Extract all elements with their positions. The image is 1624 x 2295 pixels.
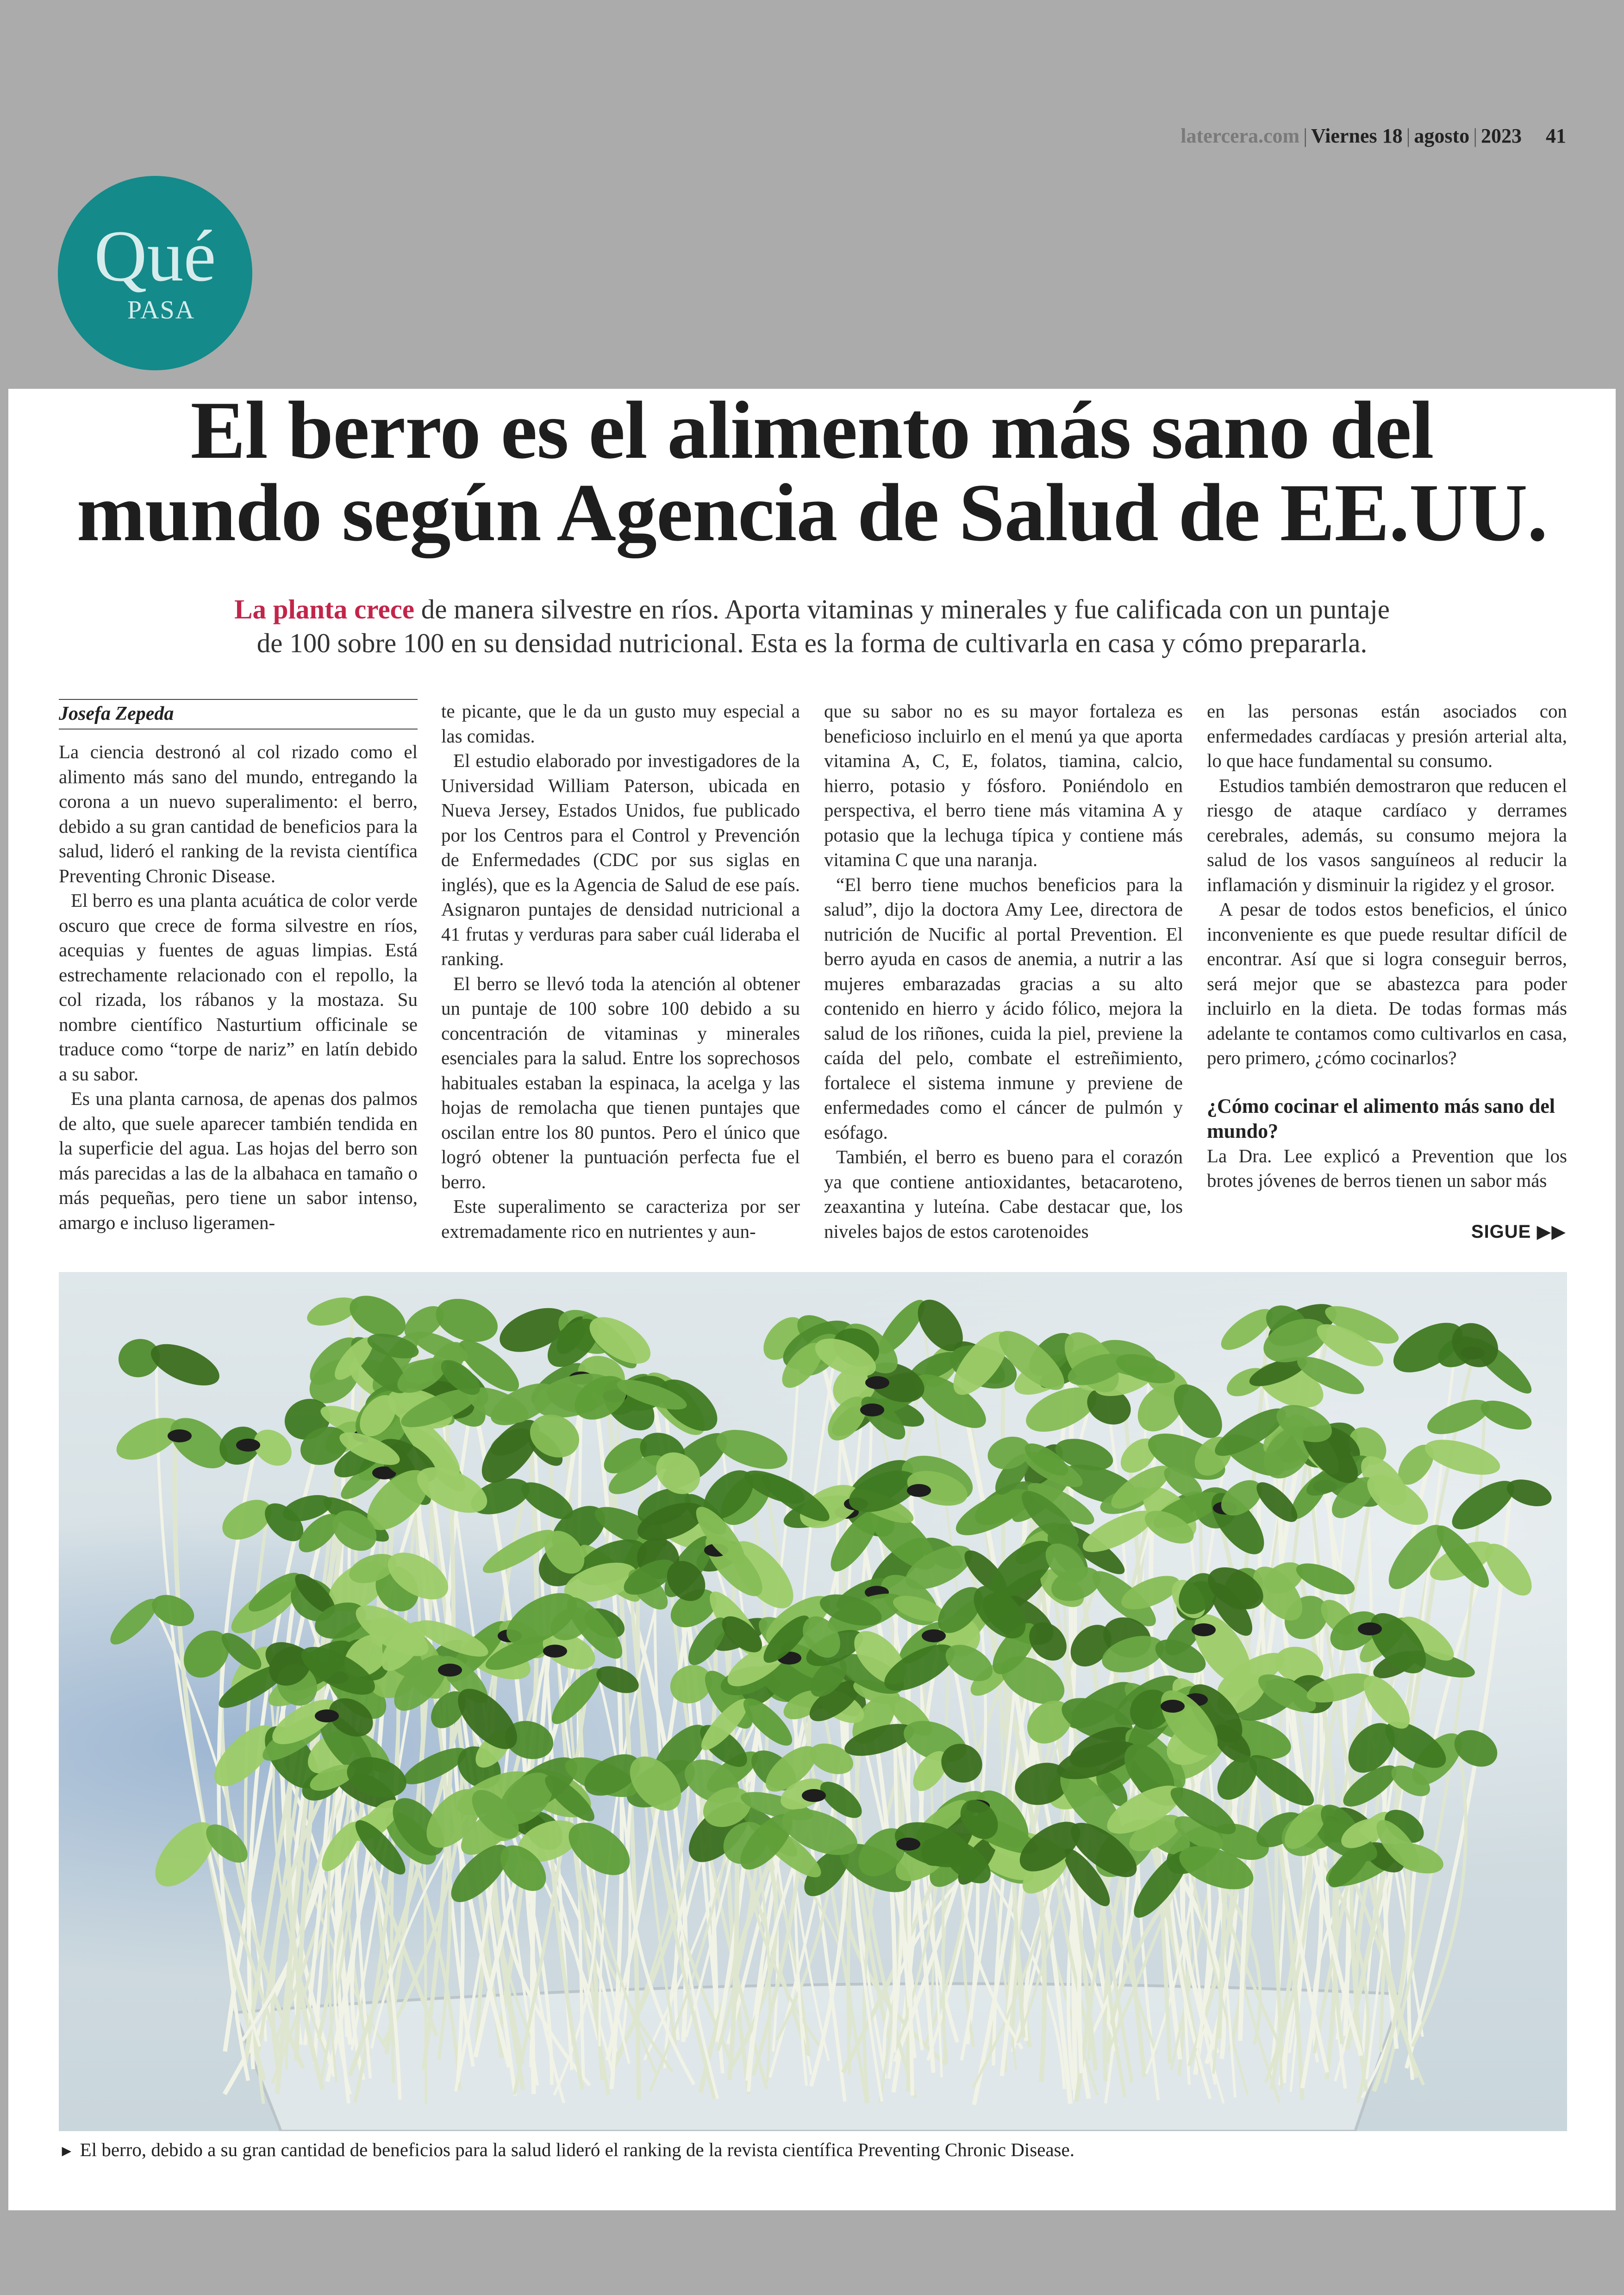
lead-kicker: La planta crece	[234, 594, 415, 624]
paragraph: El berro se llevó toda la atención al obtener un puntaje de 100 sobre 100 debido a su concentración de vitaminas y minerales esenciales para la salud. Entre los soprechosos habituales estaban la espinaca, la acelga y las hojas de remolacha que tienen puntajes que oscilan entre los 80 puntos. Pero el único que logró obtener la puntuación perfecta fue el berro.	[441, 973, 800, 1192]
seed-hull	[1161, 1700, 1185, 1713]
paragraph: El berro es una planta acuática de color verde oscuro que crece de forma silvestre en ríos, acequias y fuentes de aguas limpias. Está estrechamente relacionado con el repollo, la col rizada, los rábanos y la mostaza. Su nombre científico Nasturtium officinale se traduce como “torpe de nariz” en latín debido a su sabor.	[59, 890, 418, 1085]
seed-hull	[896, 1838, 920, 1851]
sprout-leaf	[1477, 1395, 1535, 1435]
paragraph: que su sabor no es su mayor fortaleza es beneficioso incluirlo en el menú ya que aporta vitamina A, C, E, folatos, tiamina, calcio, hierro, potasio y fósforo. Poniéndolo en perspectiva, el berro tiene más vitamina A y potasio que la lechuga típica y contiene más vitamina C que una naranja.	[824, 700, 1183, 870]
paragraph: Es una planta carnosa, de apenas dos palmos de alto, que suele aparecer también tendida en la superficie del agua. Las hojas del berro son más parecidas a las de la albahaca en tamaño o más pequeñas, pero tiene un sabor intenso, amargo e incluso ligeramen-	[59, 1088, 418, 1233]
seed-hull	[860, 1403, 884, 1416]
paragraph: en las personas están asociados con enfermedades cardíacas y presión arterial alta, lo que hace fundamental su consumo.	[1207, 700, 1567, 771]
paragraph: A pesar de todos estos beneficios, el único inconveniente es que puede resultar difícil de encontrar. Así que si logra conseguir berros, será mejor que se abastezca para poder incluirlo en la dieta. De todas formas más adelante te contamos como cultivarlos en casa, pero primero, ¿cómo cocinarlos?	[1207, 898, 1567, 1068]
logo-que: Qué	[94, 216, 216, 297]
article-column-3	[824, 699, 1183, 1244]
header-day: Viernes 18	[1311, 125, 1403, 147]
headline-line-2: mundo según Agencia de Salud de EE.UU.	[76, 467, 1548, 558]
headline-line-1: El berro es el alimento más sano del	[190, 384, 1434, 476]
paragraph: Estudios también demostraron que reducen el riesgo de ataque cardíaco y derrames cerebrales, además, su consumo mejora la salud de los vasos sanguíneos al reducir la inflamación y disminuir la rigidez y el grosor.	[1207, 774, 1567, 895]
photo-caption	[59, 2139, 1074, 2161]
header-year: 2023	[1481, 125, 1522, 147]
sprout-leaf	[1504, 1475, 1555, 1511]
subheading: ¿Cómo cocinar el alimento más sano del mundo?	[1207, 1094, 1555, 1142]
caption-text: El berro, debido a su gran cantidad de beneficios para la salud lideró el ranking de la revista científica Preventing Chronic Disease.	[80, 2139, 1074, 2160]
article-column-1	[59, 699, 418, 1235]
paragraph: También, el berro es bueno para el corazón ya que contiene antioxidantes, betacaroteno, zeaxantina y luteína. Cabe destacar que, los niveles bajos de estos carotenoides	[824, 1146, 1183, 1242]
seed-hull	[865, 1376, 889, 1389]
article-column-2	[441, 699, 800, 1244]
page-number: 41	[1546, 125, 1566, 147]
sprout-leaf	[712, 1422, 792, 1477]
sprouts-illustration	[59, 1272, 1567, 2131]
paragraph: El estudio elaborado por investigadores de la Universidad William Paterson, ubicada en Nueva Jersey, Estados Unidos, fue publicado por los Centros para el Control y Prevención de Enfermedades (CDC por sus siglas en inglés), que es la Agencia de Salud de ese país. Asignaron puntajes de densidad nutricional a 41 frutas y verduras para saber cuál lideraba el ranking.	[441, 750, 800, 969]
seed-hull	[907, 1484, 931, 1497]
article-column-4	[1207, 699, 1567, 1193]
author-byline: Josefa Zepeda	[59, 699, 418, 730]
seed-hull	[1192, 1623, 1216, 1636]
seed-hull	[1358, 1622, 1382, 1635]
seed-hull	[543, 1645, 567, 1658]
watercress-sprouts-photo	[59, 1272, 1567, 2131]
caption-marker-icon: ►	[59, 2143, 75, 2160]
page-header: latercera.com | Viernes 18 | agosto | 2023 41	[1181, 125, 1566, 147]
seed-hull	[922, 1629, 946, 1642]
paragraph: La Dra. Lee explicó a Prevention que los brotes jóvenes de berros tienen un sabor más	[1207, 1145, 1567, 1191]
headline	[28, 384, 1596, 558]
site-name: latercera.com	[1181, 125, 1300, 147]
continues-indicator: SIGUE ▶▶	[1471, 1222, 1566, 1242]
logo-pasa: PASA	[127, 296, 195, 324]
paragraph: “El berro tiene muchos beneficios para la salud”, dijo la doctora Amy Lee, directora de nutrición de Nucific al portal Prevention. El berro ayuda en casos de anemia, a nutrir a las mujeres embarazadas gracias a su alto contenido en hierro y ácido fólico, mejora la salud de los riñones, cuida la piel, previene la caída del pelo, combate el estreñimiento, fortalece el sistema inmune y previene de enfermedades como el cáncer de pulmón y esófago.	[824, 873, 1183, 1143]
paragraph: Este superalimento se caracteriza por ser extremadamente rico en nutrientes y aun-	[441, 1196, 800, 1242]
lead-line-2: de 100 sobre 100 en su densidad nutricional. Esta es la forma de cultivarla en casa y cómo prepararla.	[256, 628, 1368, 658]
seed-hull	[802, 1789, 826, 1802]
seed-hull	[438, 1664, 462, 1677]
lead-paragraph	[83, 592, 1541, 660]
paragraph: te picante, que le da un gusto muy especial a las comidas.	[441, 700, 800, 747]
seed-hull	[236, 1439, 260, 1452]
paragraph: La ciencia destronó al col rizado como el alimento más sano del mundo, entregando la corona a un nuevo superalimento: el berro, debido a su gran cantidad de beneficios para la salud, lideró el ranking de la revista científica Preventing Chronic Disease.	[59, 741, 418, 886]
que-pasa-logo	[58, 176, 252, 370]
seed-hull	[168, 1429, 192, 1442]
seed-hull	[315, 1709, 339, 1722]
lead-line-1: de manera silvestre en ríos. Aporta vitaminas y minerales y fue calificada con un puntaje	[414, 594, 1390, 624]
header-month: agosto	[1414, 125, 1470, 147]
sprout-leaf	[1421, 1433, 1504, 1482]
